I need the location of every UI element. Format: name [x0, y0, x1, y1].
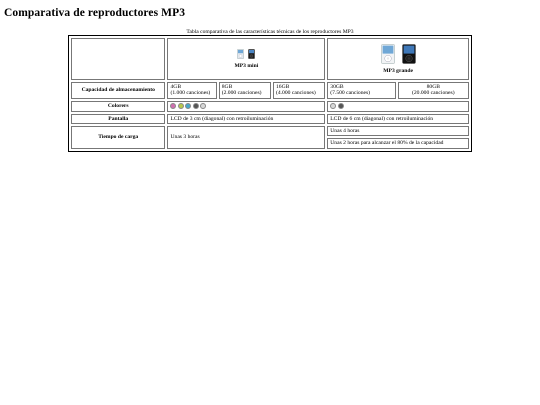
capacity-songs: (4.000 canciones)	[276, 90, 316, 97]
mp3-grande-black-icon	[402, 44, 416, 66]
screen-grande: LCD de 6 cm (diagonal) con retroiluminación	[327, 114, 469, 124]
capacity-songs: (20.000 canciones)	[412, 90, 455, 97]
capacity-mini-16gb	[273, 82, 325, 99]
capacity-size: 4GB	[170, 84, 182, 90]
screen-label: Pantalla	[71, 114, 165, 124]
color-swatch	[338, 103, 344, 109]
capacity-songs: (7.500 canciones)	[330, 90, 371, 97]
screen-row	[71, 114, 469, 124]
colors-label: Colorers	[71, 101, 165, 112]
capacity-songs: (1.000 canciones)	[170, 90, 211, 97]
charge-mini: Unas 3 horas	[167, 126, 325, 149]
screen-mini: LCD de 3 cm (diagonal) con retroiluminación	[167, 114, 325, 124]
header-row	[71, 38, 469, 80]
color-swatch	[178, 103, 184, 109]
product-mini-name: MP3 mini	[234, 63, 259, 69]
color-swatch	[200, 103, 206, 109]
colors-grande	[327, 101, 469, 112]
charge-grande-full: Unas 4 horas	[327, 126, 469, 136]
color-swatch	[170, 103, 176, 109]
charge-label: Tiempo de carga	[71, 126, 165, 149]
color-swatches-grande	[330, 103, 344, 109]
table-caption: Tabla comparativa de las características técnicas de los reproductores MP3	[186, 29, 354, 35]
capacity-mini-4gb	[167, 82, 216, 99]
capacity-size: 80GB	[426, 84, 440, 90]
capacity-label: Capacidad de almacenamiento	[71, 82, 165, 99]
capacity-mini-8gb	[219, 82, 271, 99]
product-mini-header	[167, 38, 325, 80]
empty-header-cell	[71, 38, 165, 80]
product-grande-name: MP3 grande	[383, 68, 413, 74]
mp3-mini-silver-icon	[237, 49, 244, 61]
color-swatch	[330, 103, 336, 109]
capacity-songs: (2.000 canciones)	[221, 90, 262, 97]
color-swatches-mini	[170, 103, 206, 109]
color-swatch	[193, 103, 199, 109]
product-grande-header	[327, 38, 469, 80]
capacity-grande-30gb	[327, 82, 395, 99]
charge-grande-80: Unas 2 horas para alcanzar el 80% de la capacidad	[327, 138, 469, 148]
capacity-size: 8GB	[221, 84, 233, 90]
capacity-size: 16GB	[276, 84, 290, 90]
mp3-mini-black-icon	[248, 49, 255, 61]
colors-mini	[167, 101, 325, 112]
comparison-table	[68, 35, 472, 152]
capacity-row	[71, 82, 469, 99]
capacity-size: 30GB	[330, 84, 344, 90]
colors-row	[71, 101, 469, 112]
color-swatch	[185, 103, 191, 109]
mp3-grande-white-icon	[381, 44, 395, 66]
page-title: Comparativa de reproductores MP3	[4, 7, 186, 19]
charge-row-1	[71, 126, 469, 136]
capacity-grande-80gb	[398, 82, 469, 99]
